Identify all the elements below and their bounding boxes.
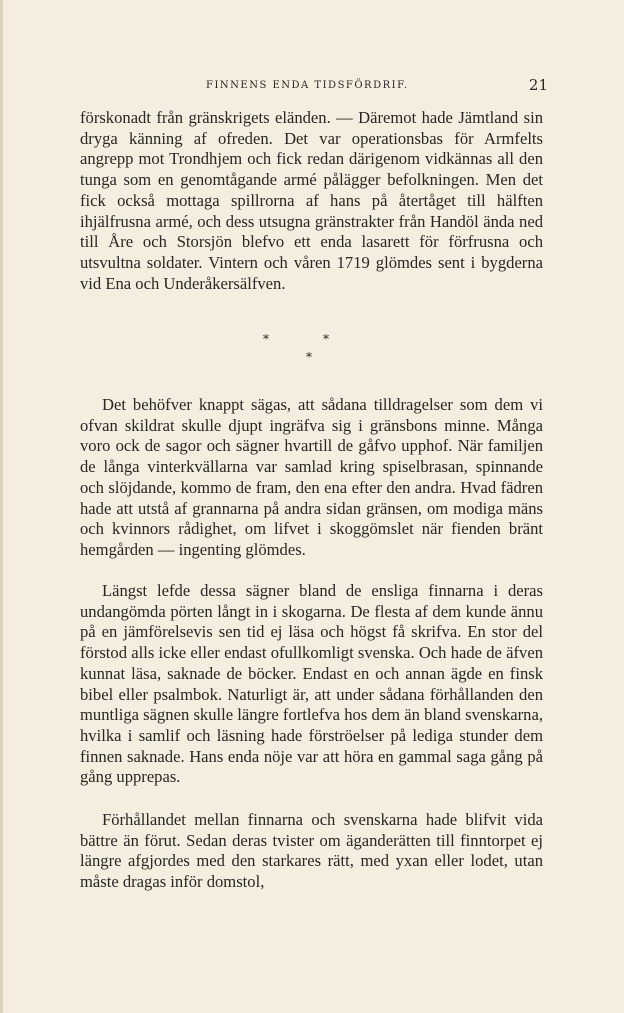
asterisk: *	[263, 332, 269, 346]
paragraph-1: förskonadt från gränskrigets eländen. — Däremot hade Jämtland sin dryga känning af ofreden. Det var operationsbas för Armfelts angrepp mot Trondhjem och fick redan därigenom vidkännas all den tunga som en genomtågande armé pålägger befolkningen. Men det fick också mottaga spillrorna af hans på återtåget till hälften ihjälfrusna armé, och dess utsugna gränstrakter från Handöl ända ned till Åre och Storsjön blefvo ett enda lasarett för förfrusna och utsvultna soldater. Vintern och våren 1719 glömdes sent i bygderna vid Ena och Underåkersälfven.	[80, 108, 543, 293]
paragraph-3: Längst lefde dessa sägner bland de ensliga finnarna i deras undangömda pörten långt in i skogarna. De flesta af dem kunde ännu på en jämförelsevis sen tid ej läsa och högst få skrifva. En stor del förstod alls icke eller endast ofullkomligt svenska. Och hade de äfven kunnat läsa, saknade de böcker. Endast en och annan ägde en finsk bibel eller psalmbok. Naturligt är, att under sådana förhållanden den muntliga sägnen skulle längre fortlefva hos dem än bland svenskarna, hvilka i samlif och läsning hade förströelser på lediga stunder dem finnen saknade. Hans enda nöje var att höra en gammal saga gång på gång upprepas.	[80, 581, 543, 787]
section-separator	[0, 332, 624, 362]
page-edge	[0, 0, 3, 1013]
page-number: 21	[528, 76, 548, 94]
page-header	[78, 76, 548, 98]
asterisk: *	[306, 350, 312, 364]
paragraph-2: Det behöfver knappt sägas, att sådana tilldragelser som dem vi ofvan skildrat skulle djupt ingräfva sig i gränsbons minne. Många voro ock de sagor och sägner hvartill de gåfvo upphof. När familjen de långa vinterkvällarna var samlad kring spiselbrasan, spinnande och slöjdande, kommo de fram, den ena efter den andra. Hvad fädren hade att utstå af grannarna på andra sidan gränsen, om modiga mäns och kvinnors rådighet, om lifvet i skoggömslet när fienden bränt hemgården — ingenting glömdes.	[80, 395, 543, 559]
running-head: FINNENS ENDA TIDSFÖRDRIF.	[206, 80, 409, 91]
asterisk: *	[323, 332, 329, 346]
paragraph-4: Förhållandet mellan finnarna och svenskarna hade blifvit vida bättre än förut. Sedan deras tvister om äganderätten till finntorpet ej längre afgjordes med den starkares rätt, med yxan eller lodet, utan måste dragas inför domstol,	[80, 810, 543, 892]
